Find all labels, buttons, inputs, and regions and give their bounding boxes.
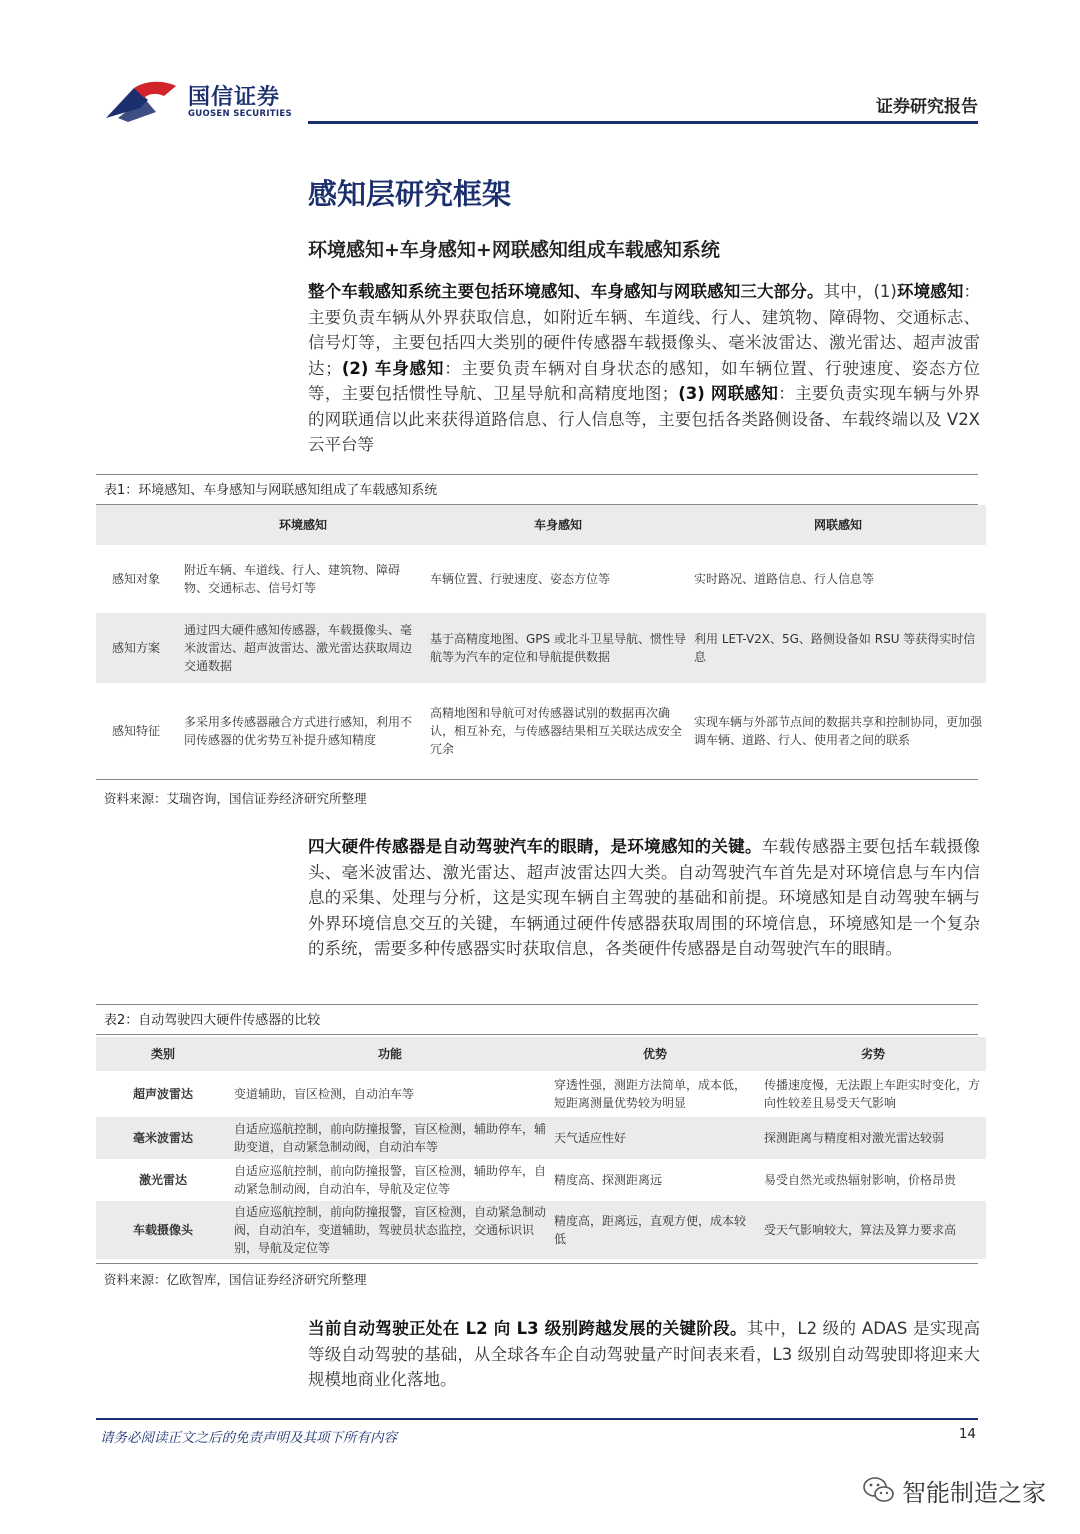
table-header-row: [96, 505, 986, 545]
para3-text: 其中，L2 级的 ADAS 是实现高等级自动驾驶的基础，从全球各车企自动驾驶量产时间表来看，L3 级别自动驾驶即将迎来大规模地商业化落地。: [308, 1319, 981, 1389]
row-label: 感知特征: [112, 724, 161, 738]
table-row: [96, 1071, 986, 1117]
para1-text-1: 其中，(1): [823, 282, 897, 301]
para3-lead: 当前自动驾驶正处在 L2 向 L3 级别跨越发展的关键阶段。: [308, 1319, 747, 1338]
table-cell: 实现车辆与外部节点间的数据共享和控制协同，更加强调车辆、道路、行人、使用者之间的联系: [694, 715, 983, 747]
section-subtitle: 环境感知+车身感知+网联感知组成车载感知系统: [308, 239, 720, 261]
table-cell: 易受自然光或热辐射影响，价格昂贵: [764, 1173, 957, 1187]
table-cell: 变道辅助，盲区检测，自动泊车等: [234, 1087, 415, 1101]
row-label: 感知对象: [112, 572, 161, 586]
watermark: [862, 1470, 1046, 1510]
section-title: 感知层研究框架: [308, 177, 512, 211]
table-row: [96, 1159, 986, 1201]
para2-lead: 四大硬件传感器是自动驾驶汽车的眼睛，是环境感知的关键。: [308, 837, 762, 856]
header-divider: [308, 121, 978, 124]
table-row: [96, 613, 986, 683]
table-row: [96, 545, 986, 613]
table-cell: 多采用多传感器融合方式进行感知，利用不同传感器的优劣势互补提升感知精度: [184, 715, 413, 747]
footer-divider: [96, 1418, 978, 1420]
row-label: 超声波雷达: [132, 1087, 193, 1101]
table-cell: 精度高、探测距离远: [554, 1173, 663, 1187]
table-cell: 精度高，距离远，直观方便，成本较低: [554, 1214, 747, 1246]
para1-text-4: ：主要负责实现车辆与外界的网联通信以此来获得道路信息、行人信息等，主要包括各类路侧设备、车载终端以及 V2X 云平台等: [308, 384, 981, 454]
table1-bottom-rule: [96, 779, 978, 780]
page-number: 14: [958, 1426, 976, 1442]
table2: [96, 1037, 986, 1259]
table-header-cell: 环境感知: [278, 518, 327, 532]
table-cell: 穿透性强，测距方法简单，成本低，短距离测量优势较为明显: [554, 1078, 747, 1110]
table-header-row: [96, 1037, 986, 1071]
brand-name-cn: 国信证券: [188, 85, 281, 110]
table-cell: 实时路况、道路信息、行人信息等: [694, 572, 875, 586]
paragraph-l2-l3: [308, 1316, 980, 1393]
table-cell: 车辆位置、行驶速度、姿态方位等: [430, 572, 611, 586]
table-cell: 自适应巡航控制，前向防撞报警，盲区检测，自动紧急制动阀，自动泊车，变道辅助，驾驶员状态监控，交通标识识别，导航及定位等: [234, 1205, 547, 1255]
table-header-cell: 车身感知: [533, 518, 582, 532]
table1: [96, 505, 986, 779]
table-cell: 自适应巡航控制，前向防撞报警，盲区检测，辅助停车，自动紧急制动阀，自动泊车，导航及定位等: [234, 1164, 547, 1196]
brand-logo: [104, 78, 304, 124]
table1-source: 资料来源：艾瑞咨询，国信证券经济研究所整理: [104, 791, 367, 806]
report-type: 证券研究报告: [876, 97, 978, 117]
para1-body-label: (2) 车身感知: [341, 358, 445, 378]
table-header-cell: 类别: [150, 1047, 175, 1061]
paragraph-sensors: [308, 834, 980, 962]
watermark-text: 智能制造之家: [902, 1478, 1046, 1507]
row-label: 毫米波雷达: [132, 1131, 193, 1145]
table-cell: 天气适应性好: [554, 1131, 627, 1145]
para1-net-label: (3) 网联感知: [678, 384, 779, 403]
table-cell: 受天气影响较大，算法及算力要求高: [764, 1223, 957, 1237]
para1-text-3: ：主要负责车辆对自身状态的感知，如车辆位置、行驶速度、姿态方位等，主要包括惯性导航、卫星导航和高精度地图；: [308, 358, 981, 403]
table2-bottom-rule: [96, 1263, 978, 1264]
guosen-logo-icon: [104, 78, 184, 124]
brand-name-en: GUOSEN SECURITIES: [188, 109, 292, 119]
table2-source: 资料来源：亿欧智库，国信证券经济研究所整理: [104, 1272, 367, 1287]
para1-text-2: ：主要负责车辆从外界获取信息，如附近车辆、车道线、行人、建筑物、障碍物、交通标志、信号灯等，主要包括四大类别的硬件传感器车载摄像头、毫米波雷达、激光雷达、超声波雷达；: [308, 282, 981, 378]
table-cell: 高精地图和导航可对传感器试别的数据再次确认，相互补充，与传感器结果相互关联达成安全冗余: [430, 706, 683, 756]
table2-caption: 表2：自动驾驶四大硬件传感器的比较: [96, 1004, 978, 1035]
paragraph-perception-overview: [308, 279, 980, 458]
table-row: [96, 1201, 986, 1259]
table-cell: 利用 LET-V2X、5G、路侧设备如 RSU 等获得实时信息: [694, 632, 976, 664]
table-row: [96, 683, 986, 779]
table-cell: 传播速度慢，无法跟上车距实时变化，方向性较差且易受天气影响: [764, 1078, 981, 1110]
table-header-cell: 网联感知: [813, 518, 862, 532]
row-label: 激光雷达: [138, 1173, 187, 1187]
table-header-cell: 优势: [642, 1047, 667, 1061]
table-header-cell: 劣势: [860, 1047, 885, 1061]
table-cell: 基于高精度地图、GPS 或北斗卫星导航、惯性导航等为汽车的定位和导航提供数据: [430, 632, 686, 664]
table-cell: 通过四大硬件感知传感器，车载摄像头、毫米波雷达、超声波雷达、激光雷达获取周边交通数据: [184, 623, 413, 673]
table-cell: 自适应巡航控制，前向防撞报警，盲区检测，辅助停车，辅助变道，自动紧急制动阀，自动泊车等: [234, 1122, 547, 1154]
table-cell: 附近车辆、车道线、行人、建筑物、障碍物、交通标志、信号灯等: [184, 563, 401, 595]
para1-lead: 整个车载感知系统主要包括环境感知、车身感知与网联感知三大部分。: [308, 282, 824, 301]
para2-text: 车载传感器主要包括车载摄像头、毫米波雷达、激光雷达、超声波雷达四大类。自动驾驶汽车首先是对环境信息与车内信息的采集、处理与分析，这是实现车辆自主驾驶的基础和前提。环境感知是自动驾驶车辆与外界环境信息交互的关键，车辆通过硬件传感器获取周围的环境信息，环境感知是一个复杂的系统，需要多种传感器实时获取信息，各类硬件传感器是自动驾驶汽车的眼睛。: [308, 837, 981, 958]
row-label: 车载摄像头: [132, 1223, 193, 1237]
wechat-icon: [862, 1475, 896, 1505]
table-header-cell: [96, 505, 180, 545]
para1-env-label: 环境感知: [896, 282, 964, 301]
table1-caption: 表1：环境感知、车身感知与网联感知组成了车载感知系统: [96, 474, 978, 505]
row-label: 感知方案: [112, 641, 161, 655]
table-row: [96, 1117, 986, 1159]
table-cell: 探测距离与精度相对激光雷达较弱: [764, 1131, 945, 1145]
table-header-cell: 功能: [377, 1047, 402, 1061]
disclaimer-text: 请务必阅读正文之后的免责声明及其项下所有内容: [100, 1430, 397, 1446]
